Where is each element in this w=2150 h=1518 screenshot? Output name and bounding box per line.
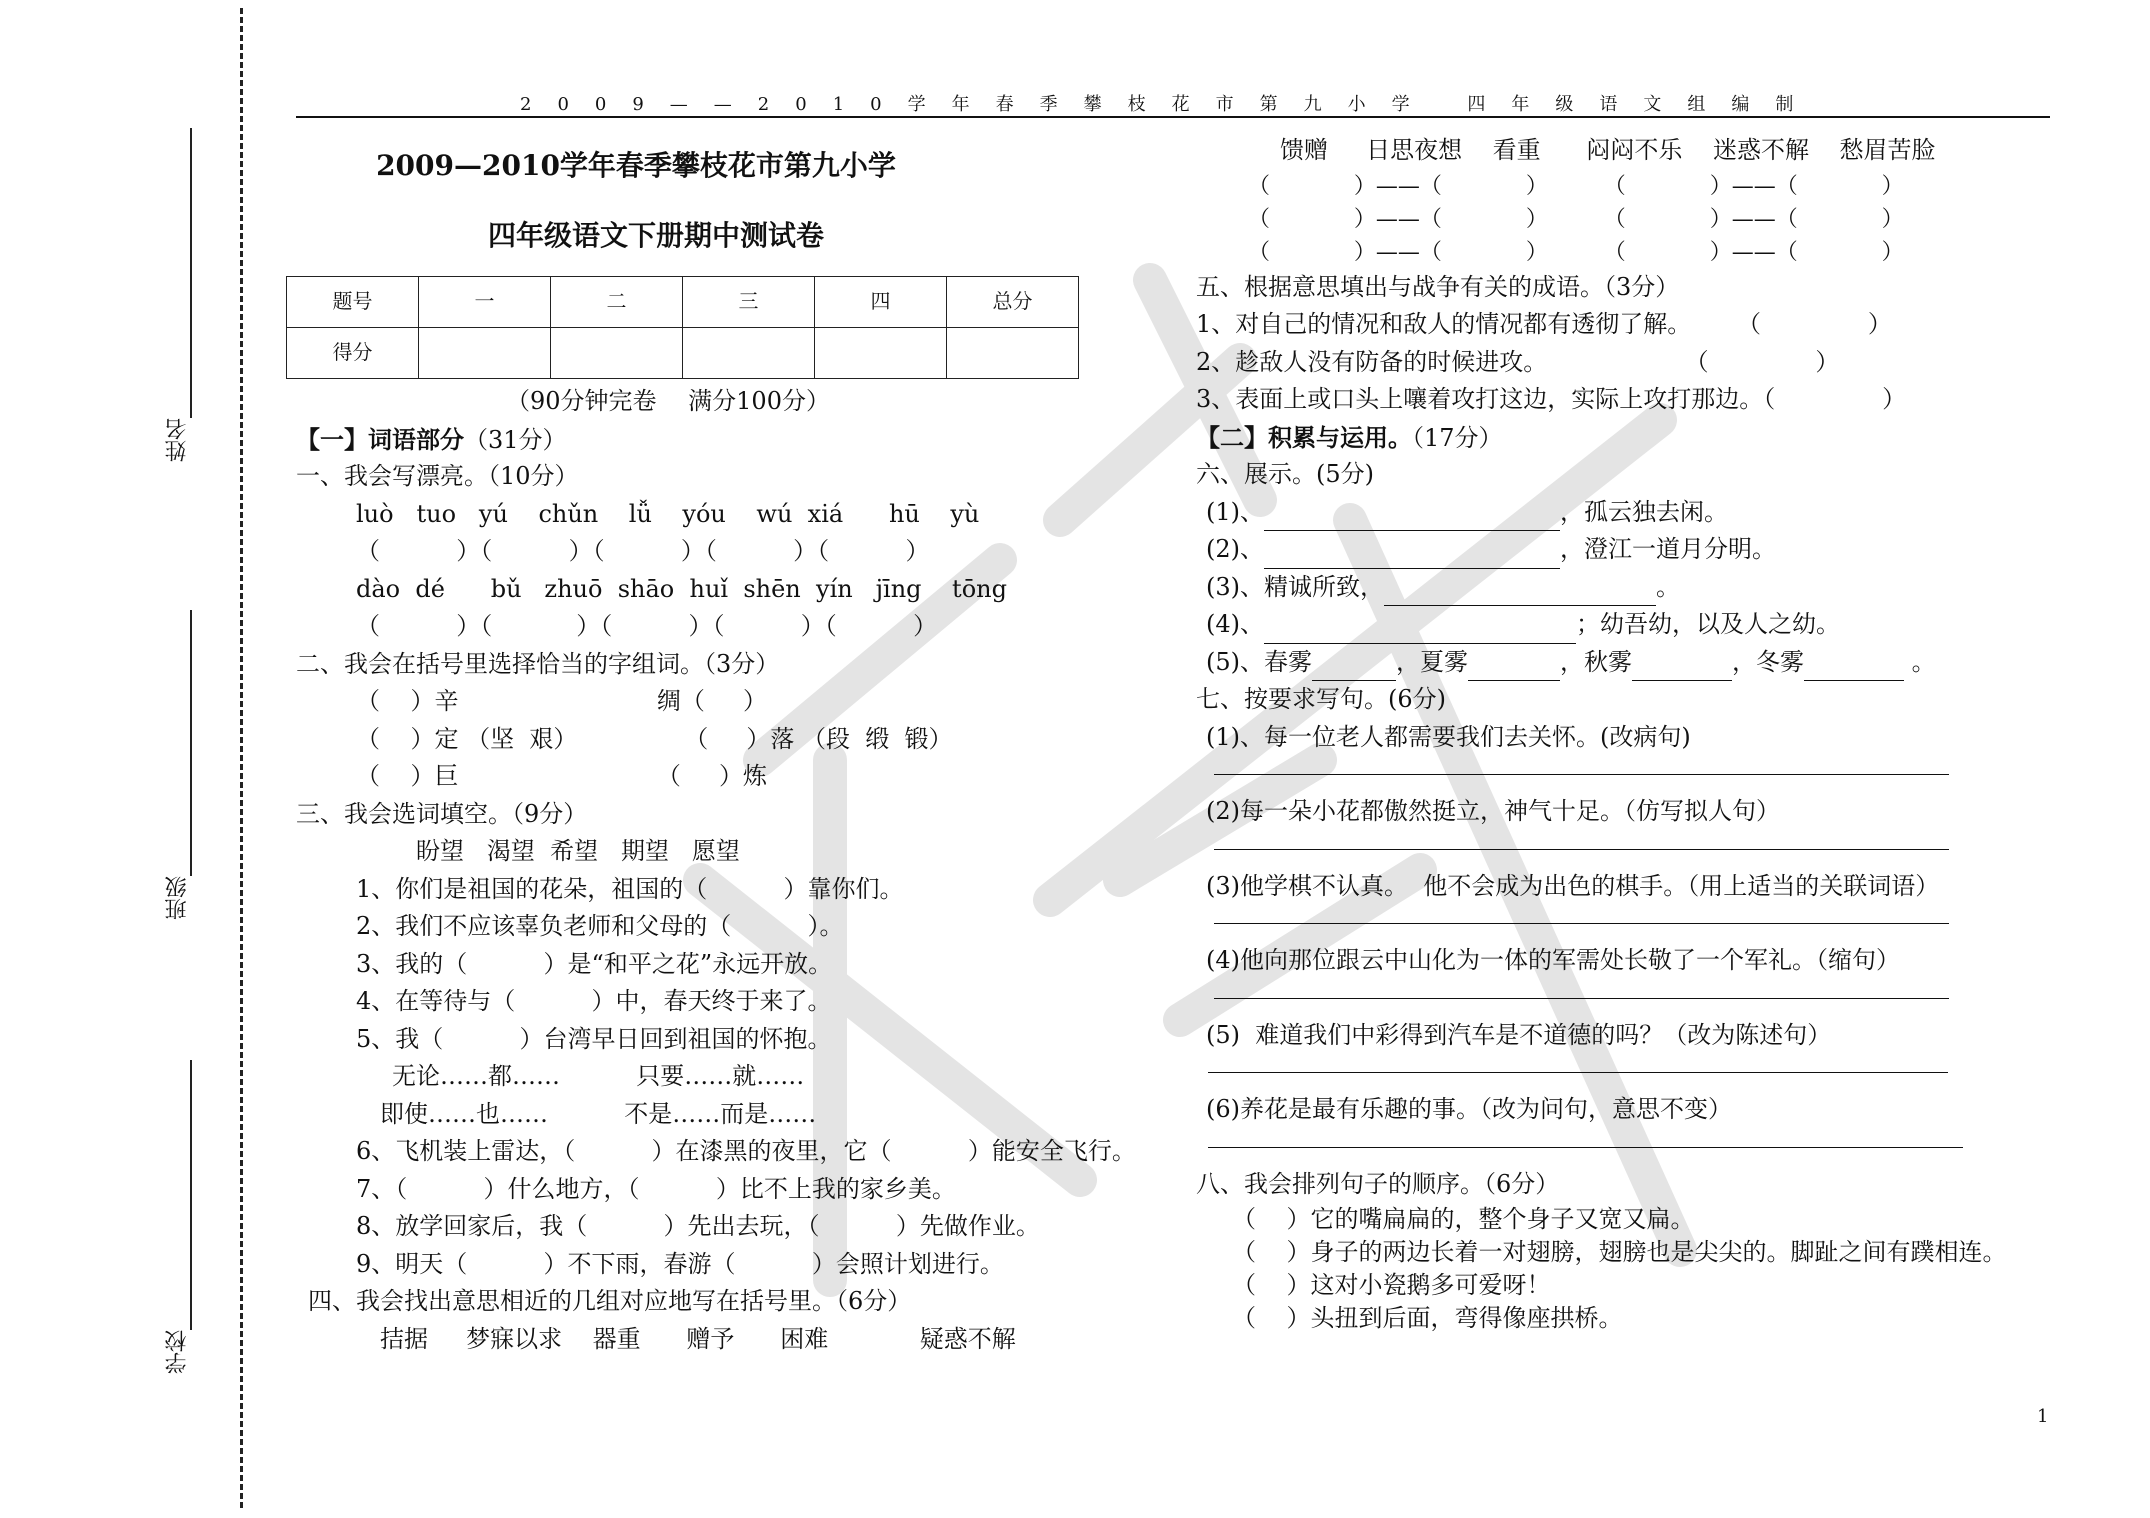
q6-line1-prefix: (1)、 [1206,497,1264,526]
q6-line2-prefix: (2)、 [1206,535,1264,563]
q6-line3-prefix: (3)、精诚所致， [1206,572,1384,601]
class-label: 班级 [165,876,190,920]
q1-brackets-row1[interactable]: （ ）（ ）（ ）（ ）（ ） [356,537,930,565]
score-cell[interactable] [551,328,683,379]
q6-line5-b: ，夏雾 [1396,647,1468,676]
q4-word-bank1: 拮据 梦寐以求 器重 赠予 困难 疑惑不解 [380,1324,1016,1353]
q3-item[interactable]: 3、我的（ ）是“和平之花”永远开放。 [356,949,833,978]
q6-line4[interactable] [1196,606,2076,644]
name-write-line [190,128,192,418]
q6-line2[interactable] [1196,531,2076,569]
page-number: 1 [2037,1406,2049,1427]
q5-title: 五、根据意思填出与战争有关的成语。（3分） [1196,272,1680,301]
q3-item[interactable]: 8、放学回家后，我（ ）先出去玩，（ ）先做作业。 [356,1212,1040,1240]
q6-line5-e: 。 [1904,647,1936,676]
q4-title: 四、我会找出意思相近的几组对应地写在括号里。（6分） [308,1287,912,1315]
q7-answer-line[interactable] [1214,849,1949,850]
part2-heading [1196,419,2076,457]
score-header-cell: 四 [815,277,947,328]
q5-item[interactable]: 2、趁敌人没有防备的时候进攻。 （ ） [1196,347,1840,376]
q7-item: (1)、每一位老人都需要我们去关怀。(改病句) [1206,722,1691,751]
exam-title-line1: 2009—2010学年春季攀枝花市第九小学 [376,149,896,182]
q7-answer-line[interactable] [1214,998,1949,999]
time-note: （90分钟完卷 满分100分） [506,387,830,415]
q7-item: (6)养花是最有乐趣的事。（改为问句，意思不变） [1206,1095,1732,1123]
school-write-line [190,1060,192,1330]
q3-item[interactable]: 6、飞机装上雷达，（ ）在漆黑的夜里，它（ ）能安全飞行。 [356,1137,1136,1165]
q7-item: (5) 难道我们中彩得到汽车是不道德的吗？（改为陈述句） [1206,1020,1832,1049]
page-header: 2009——2010学年春季攀枝花市第九小学 四年级语文组编制 [520,94,1820,115]
q8-item[interactable]: （ ）头扭到后面，弯得像座拱桥。 [1232,1304,1623,1332]
header-rule [296,116,2050,118]
q7-item: (3)他学棋不认真。 他不会成为出色的棋手。（用上适当的关联词语） [1206,871,1940,900]
q6-line3[interactable] [1196,569,2076,607]
right-column [1196,132,2076,1335]
q4-pair-row[interactable]: （ ）——（ ） （ ）——（ ） [1248,239,1904,265]
q6-line1-text: ，孤云独去闲。 [1560,497,1728,526]
q3-item[interactable]: 2、我们不应该辜负老师和父母的（ ）。 [356,912,844,940]
q8-title: 八、我会排列句子的顺序。（6分） [1196,1169,1560,1198]
q6-line4-prefix: (4)、 [1206,610,1264,638]
q6-line5-a: (5)、春雾 [1206,647,1312,676]
score-header-cell: 一 [419,277,551,328]
q6-line2-text: ，澄江一道月分明。 [1560,535,1776,563]
q1-pinyin-row1: luò tuo yú chǔn lǚ yóu wú xiá hū yù [356,499,980,528]
q3-word-bank2b: 即使……也…… 不是……而是…… [380,1099,817,1128]
score-header-cell: 二 [551,277,683,328]
q8-item[interactable]: （ ）这对小瓷鹅多可爱呀！ [1232,1271,1551,1299]
q2-row[interactable]: （ ）巨 （ ）炼 [356,762,768,790]
q8-item[interactable]: （ ）它的嘴扁扁的，整个身子又宽又扁。 [1232,1205,1695,1233]
q6-blank[interactable] [1264,540,1560,569]
q2-row[interactable]: （ ）辛 绸（ ） [356,687,768,715]
q3-item[interactable]: 9、明天（ ）不下雨，春游（ ）会照计划进行。 [356,1249,1004,1278]
q6-line4-text: ；幼吾幼，以及人之幼。 [1576,610,1840,638]
binding-dashed-line [240,8,243,1508]
score-header-cell: 总分 [947,277,1079,328]
q6-blank[interactable] [1384,577,1656,606]
q1-pinyin-row2: dào dé bǔ zhuō shāo huǐ shēn yín jīng tōng [356,574,1007,603]
q4-word-bank2: 馈赠 日思夜想 看重 闷闷不乐 迷惑不解 愁眉苦脸 [1280,136,1936,164]
score-table [286,276,1079,379]
score-table-header-row [287,277,1079,328]
score-header-cell: 题号 [287,277,419,328]
q7-answer-line[interactable] [1208,1147,1963,1148]
q1-title: 一、我会写漂亮。（10分） [296,462,579,490]
exam-title-line2: 四年级语文下册期中测试卷 [487,219,824,252]
q2-row[interactable]: （ ）定 （坚 艰） （ ）落 （段 缎 锻） [356,724,953,753]
q6-blank[interactable] [1632,652,1732,681]
score-row-label: 得分 [287,328,419,379]
part1-heading-bold: 【一】词语部分 [296,424,464,454]
q3-word-bank2a: 无论……都…… 只要……就…… [392,1062,805,1090]
q3-item[interactable]: 4、在等待与（ ）中，春天终于来了。 [356,987,832,1015]
q4-pair-row[interactable]: （ ）——（ ） （ ）——（ ） [1248,206,1904,232]
part2-heading-bold: 【二】积累与运用。 [1196,422,1412,452]
q4-pair-row[interactable]: （ ）——（ ） （ ）——（ ） [1248,173,1904,199]
class-write-line [190,610,192,876]
q6-blank[interactable] [1468,652,1560,681]
q6-line3-text: 。 [1656,572,1680,601]
score-table-score-row [287,328,1079,379]
score-cell[interactable] [815,328,947,379]
score-cell[interactable] [419,328,551,379]
q3-title: 三、我会选词填空。（9分） [296,799,588,828]
q6-line5-d: ，冬雾 [1732,647,1804,676]
q6-line5-c: ，秋雾 [1560,647,1632,676]
q3-item[interactable]: 1、你们是祖国的花朵，祖国的（ ）靠你们。 [356,874,904,903]
part2-heading-points: （17分） [1412,423,1503,452]
q7-item: (2)每一朵小花都傲然挺立，神气十足。（仿写拟人句） [1206,797,1780,825]
q7-answer-line[interactable] [1208,1072,1948,1073]
q6-blank[interactable] [1312,652,1396,681]
school-label: 学校 [165,1330,190,1374]
q7-answer-line[interactable] [1214,774,1949,775]
q6-title: 六、展示。(5分) [1196,460,1374,488]
score-cell[interactable] [683,328,815,379]
q7-title: 七、按要求写句。(6分) [1196,685,1446,713]
part1-heading [296,421,1176,459]
q3-item[interactable]: 7、（ ）什么地方，（ ）比不上我的家乡美。 [356,1174,956,1203]
q8-item[interactable]: （ ）身子的两边长着一对翅膀，翅膀也是尖尖的。脚趾之间有蹼相连。 [1232,1238,2007,1266]
q7-answer-line[interactable] [1214,923,1949,924]
q6-blank[interactable] [1264,502,1560,531]
q5-item[interactable]: 3、表面上或口头上嚷着攻打这边，实际上攻打那边。（ ） [1196,385,1907,413]
q6-line1[interactable] [1196,494,2076,532]
q3-item[interactable]: 5、我（ ）台湾早日回到祖国的怀抱。 [356,1024,832,1053]
part1-heading-points: （31分） [464,425,567,454]
q2-title: 二、我会在括号里选择恰当的字组词。（3分） [296,649,780,678]
q7-item: (4)他向那位跟云中山化为一体的军需处长敬了一个军礼。（缩句） [1206,946,1900,974]
score-header-cell: 三 [683,277,815,328]
score-cell[interactable] [947,328,1079,379]
q5-item[interactable]: 1、对自己的情况和敌人的情况都有透彻了解。 （ ） [1196,310,1892,338]
q6-blank[interactable] [1264,615,1576,644]
q6-line5[interactable] [1196,644,2076,682]
name-label: 姓名 [165,418,190,462]
q1-brackets-row2[interactable]: （ ）（ ）（ ）（ ）（ ） [356,612,938,640]
left-column [296,140,1176,1358]
q6-blank[interactable] [1804,652,1904,681]
q3-word-bank1: 盼望 渴望 希望 期望 愿望 [416,837,740,865]
